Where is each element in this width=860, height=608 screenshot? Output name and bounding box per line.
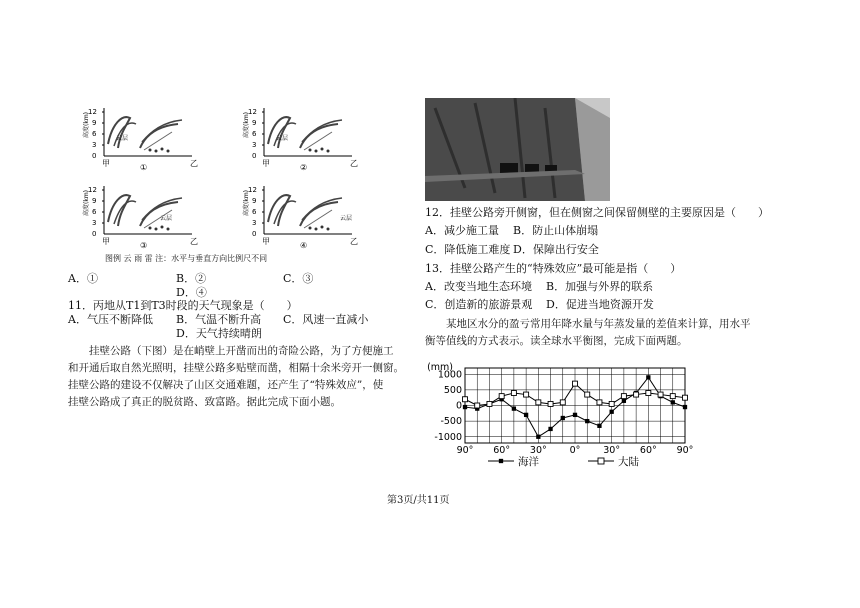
svg-text:6: 6 <box>252 130 257 138</box>
data-point <box>683 395 688 400</box>
chart-grid <box>465 368 685 443</box>
q13-option-a[interactable]: A．改变当地生态环境 <box>425 280 532 293</box>
svg-text:乙: 乙 <box>350 159 358 168</box>
x-tick-label: 30° <box>529 445 547 456</box>
svg-text:乙: 乙 <box>350 237 358 246</box>
q11-option-b[interactable]: B．气温不断升高 <box>176 313 262 326</box>
data-point <box>585 392 590 397</box>
q11-option-d[interactable]: D．天气持续晴朗 <box>176 327 262 340</box>
svg-text:云层: 云层 <box>160 215 173 222</box>
svg-text:12: 12 <box>88 186 97 194</box>
y-tick-label: 500 <box>443 384 462 396</box>
y-tick-label: 1000 <box>437 369 462 381</box>
x-tick-label: 90° <box>676 445 694 456</box>
y-tick-label: -500 <box>440 416 462 428</box>
svg-text:云层: 云层 <box>276 135 289 142</box>
data-point <box>610 410 613 413</box>
q13-stem: 13．挂壁公路产生的“特殊效应”最可能是指（ ） <box>425 262 682 275</box>
svg-text:12: 12 <box>248 186 257 194</box>
y-tick-label: 0 <box>455 400 462 412</box>
data-point <box>586 419 589 422</box>
x-tick-label: 0° <box>569 445 581 456</box>
svg-text:高度(km): 高度(km) <box>243 189 250 216</box>
svg-text:3: 3 <box>252 219 257 227</box>
q11-option-a[interactable]: A．气压不断降低 <box>68 313 153 326</box>
svg-text:9: 9 <box>252 119 257 127</box>
svg-text:云层: 云层 <box>340 215 353 222</box>
q10-option-c[interactable]: C．③ <box>283 272 314 285</box>
q10-option-b[interactable]: B．② <box>176 272 207 285</box>
ytick: 6 <box>92 130 97 138</box>
data-point <box>658 392 663 397</box>
data-point <box>609 401 614 406</box>
svg-text:甲: 甲 <box>102 237 110 246</box>
ytick: 12 <box>88 108 97 116</box>
data-point <box>560 400 565 405</box>
data-point <box>537 435 540 438</box>
data-point <box>573 413 576 416</box>
data-point <box>524 392 529 397</box>
data-point <box>573 381 578 386</box>
panel-label: ③ <box>140 241 148 250</box>
q13-option-c[interactable]: C．创造新的旅游景观 <box>425 298 533 311</box>
x-tick-label: 30° <box>603 445 621 456</box>
y-axis-label: (mm) <box>427 362 453 373</box>
data-point <box>549 427 552 430</box>
data-point <box>524 413 527 416</box>
panel-label: ② <box>300 163 308 172</box>
cliff-road-photo <box>425 98 610 201</box>
q12-option-a[interactable]: A．减少施工量 <box>425 224 499 237</box>
legend-marker <box>499 459 502 462</box>
data-point <box>622 399 625 402</box>
svg-text:乙: 乙 <box>190 237 198 246</box>
ytick: 0 <box>92 152 97 160</box>
data-point <box>512 407 515 410</box>
data-point <box>597 400 602 405</box>
y-tick-label: -1000 <box>434 431 462 443</box>
data-point <box>536 400 541 405</box>
chart-labels <box>427 362 693 468</box>
legend-label: 大陆 <box>618 456 639 468</box>
diagram-legend: 图例 云 雨 雷 注：水平与垂直方向比例尺不同 <box>105 254 268 263</box>
svg-text:3: 3 <box>92 219 97 227</box>
passage-1: 挂壁公路（下图）是在峭壁上开凿而出的奇险公路，为了方便施工 和开通后取自然光照明，挂壁公路多贴壁而凿，相隔十余米旁开一侧窗。 挂壁公路的建设不仅解决了山区交通难题，还产生了“特殊效应”，使 挂壁公路成了真正的脱贫路、致富路。据此完成下面小题。 <box>68 345 404 408</box>
weather-diagram-svg <box>82 104 402 254</box>
q10-option-d[interactable]: D．④ <box>176 286 207 299</box>
data-point <box>647 376 650 379</box>
y-axis-label: 高度(km) <box>83 111 90 138</box>
svg-text:0: 0 <box>252 230 257 238</box>
svg-text:12: 12 <box>248 108 257 116</box>
legend-marker <box>598 458 604 464</box>
page-footer: 第3页/共11页 <box>387 495 450 506</box>
svg-text:0: 0 <box>92 230 97 238</box>
x-tick-label: 60° <box>493 445 511 456</box>
data-point <box>463 397 468 402</box>
cloud-label: 云层 <box>116 135 129 142</box>
data-point <box>598 424 601 427</box>
legend-label: 海洋 <box>518 456 539 468</box>
passage-2: 某地区水分的盈亏常用年降水量与年蒸发量的差值来计算，用水平 衡等值线的方式表示。读全球水平衡图，完成下面两题。 <box>425 318 751 347</box>
svg-text:甲: 甲 <box>262 237 270 246</box>
data-point <box>548 401 553 406</box>
end-label: 乙 <box>190 159 198 168</box>
svg-text:3: 3 <box>252 141 257 149</box>
q11-stem: 11．丙地从T1到T3时段的天气现象是（ ） <box>68 299 298 312</box>
ytick: 9 <box>92 119 97 127</box>
data-point <box>621 394 626 399</box>
x-tick-label: 60° <box>639 445 657 456</box>
q13-option-b[interactable]: B．加强与外界的联系 <box>546 280 654 293</box>
panel-label: ④ <box>300 241 308 250</box>
svg-text:9: 9 <box>92 197 97 205</box>
q11-option-c[interactable]: C．风速一直减小 <box>283 313 369 326</box>
water-balance-chart <box>420 356 700 472</box>
svg-text:6: 6 <box>92 208 97 216</box>
ytick: 3 <box>92 141 97 149</box>
data-point <box>634 392 639 397</box>
cliff-photo-svg <box>425 98 610 201</box>
start-label: 甲 <box>102 159 110 168</box>
data-point <box>683 405 686 408</box>
data-point <box>670 394 675 399</box>
svg-text:9: 9 <box>252 197 257 205</box>
svg-text:甲: 甲 <box>262 159 270 168</box>
data-point <box>646 391 651 396</box>
data-point <box>499 394 504 399</box>
svg-text:高度(km): 高度(km) <box>243 111 250 138</box>
svg-text:6: 6 <box>252 208 257 216</box>
data-point <box>511 391 516 396</box>
q12-option-b[interactable]: B．防止山体崩塌 <box>513 224 599 237</box>
q12-option-c[interactable]: C．降低施工难度 <box>425 243 511 256</box>
q12-stem: 12．挂壁公路旁开侧窗，但在侧窗之间保留侧壁的主要原因是（ ） <box>425 206 769 219</box>
q10-option-a[interactable]: A．① <box>68 272 98 285</box>
data-point <box>463 405 466 408</box>
data-point <box>487 401 492 406</box>
svg-text:高度(km): 高度(km) <box>83 189 90 216</box>
q12-option-d[interactable]: D．保障出行安全 <box>513 243 599 256</box>
data-point <box>475 403 480 408</box>
svg-text:0: 0 <box>252 152 257 160</box>
x-tick-label: 90° <box>456 445 474 456</box>
data-point <box>671 401 674 404</box>
q13-option-d[interactable]: D．促进当地资源开发 <box>546 298 654 311</box>
panel-label: ① <box>140 163 148 172</box>
data-point <box>561 416 564 419</box>
